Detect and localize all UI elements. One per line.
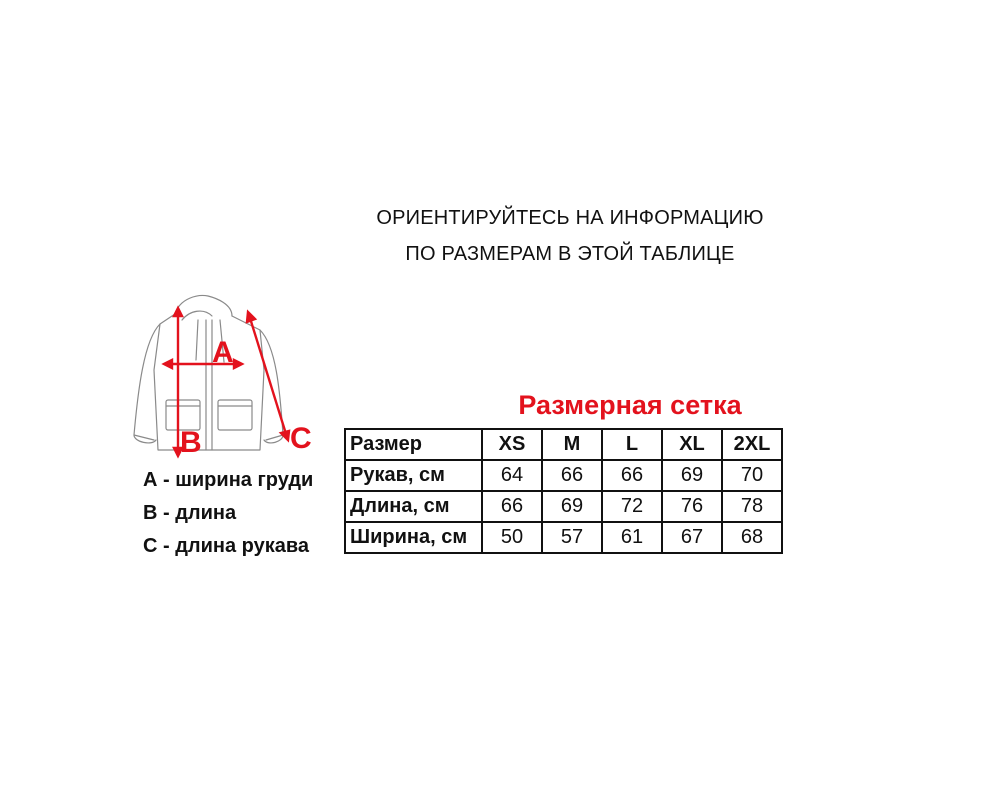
jacket-outline bbox=[134, 296, 283, 450]
value-cell: 69 bbox=[662, 460, 722, 491]
size-grid-title: Размерная сетка bbox=[518, 390, 742, 420]
value-cell: 66 bbox=[602, 460, 662, 491]
size-cell: L bbox=[602, 429, 662, 460]
intro-line-1: ОРИЕНТИРУЙТЕСЬ НА ИНФОРМАЦИЮ bbox=[376, 207, 764, 229]
size-cell: XS bbox=[482, 429, 542, 460]
measurement-legend bbox=[143, 464, 313, 563]
row-label-cell: Ширина, см bbox=[345, 522, 482, 553]
legend-item-b: В - длина bbox=[143, 502, 237, 524]
value-cell: 68 bbox=[722, 522, 782, 553]
value-cell: 76 bbox=[662, 491, 722, 522]
value-cell: 66 bbox=[482, 491, 542, 522]
diagram-label-c: C bbox=[290, 422, 312, 455]
jacket-measurement-diagram bbox=[120, 290, 320, 460]
legend-item-a: А - ширина груди bbox=[143, 469, 314, 491]
diagram-label-b: B bbox=[180, 426, 202, 459]
value-cell: 72 bbox=[602, 491, 662, 522]
row-label-cell: Длина, см bbox=[345, 491, 482, 522]
table-row bbox=[345, 491, 782, 522]
value-cell: 50 bbox=[482, 522, 542, 553]
size-table bbox=[344, 428, 783, 554]
value-cell: 61 bbox=[602, 522, 662, 553]
size-cell: 2XL bbox=[722, 429, 782, 460]
value-cell: 69 bbox=[542, 491, 602, 522]
intro-line-2: ПО РАЗМЕРАМ В ЭТОЙ ТАБЛИЦЕ bbox=[405, 243, 735, 265]
value-cell: 70 bbox=[722, 460, 782, 491]
row-label-cell: Рукав, см bbox=[345, 460, 482, 491]
legend-item-c: С - длина рукава bbox=[143, 535, 310, 557]
size-cell: XL bbox=[662, 429, 722, 460]
header-label-cell: Размер bbox=[345, 429, 482, 460]
size-cell: M bbox=[542, 429, 602, 460]
size-table-header-row bbox=[345, 429, 782, 460]
value-cell: 57 bbox=[542, 522, 602, 553]
intro-text bbox=[330, 200, 810, 272]
table-row bbox=[345, 460, 782, 491]
table-row bbox=[345, 522, 782, 553]
value-cell: 67 bbox=[662, 522, 722, 553]
diagram-label-a: A bbox=[212, 336, 234, 369]
value-cell: 66 bbox=[542, 460, 602, 491]
value-cell: 78 bbox=[722, 491, 782, 522]
value-cell: 64 bbox=[482, 460, 542, 491]
